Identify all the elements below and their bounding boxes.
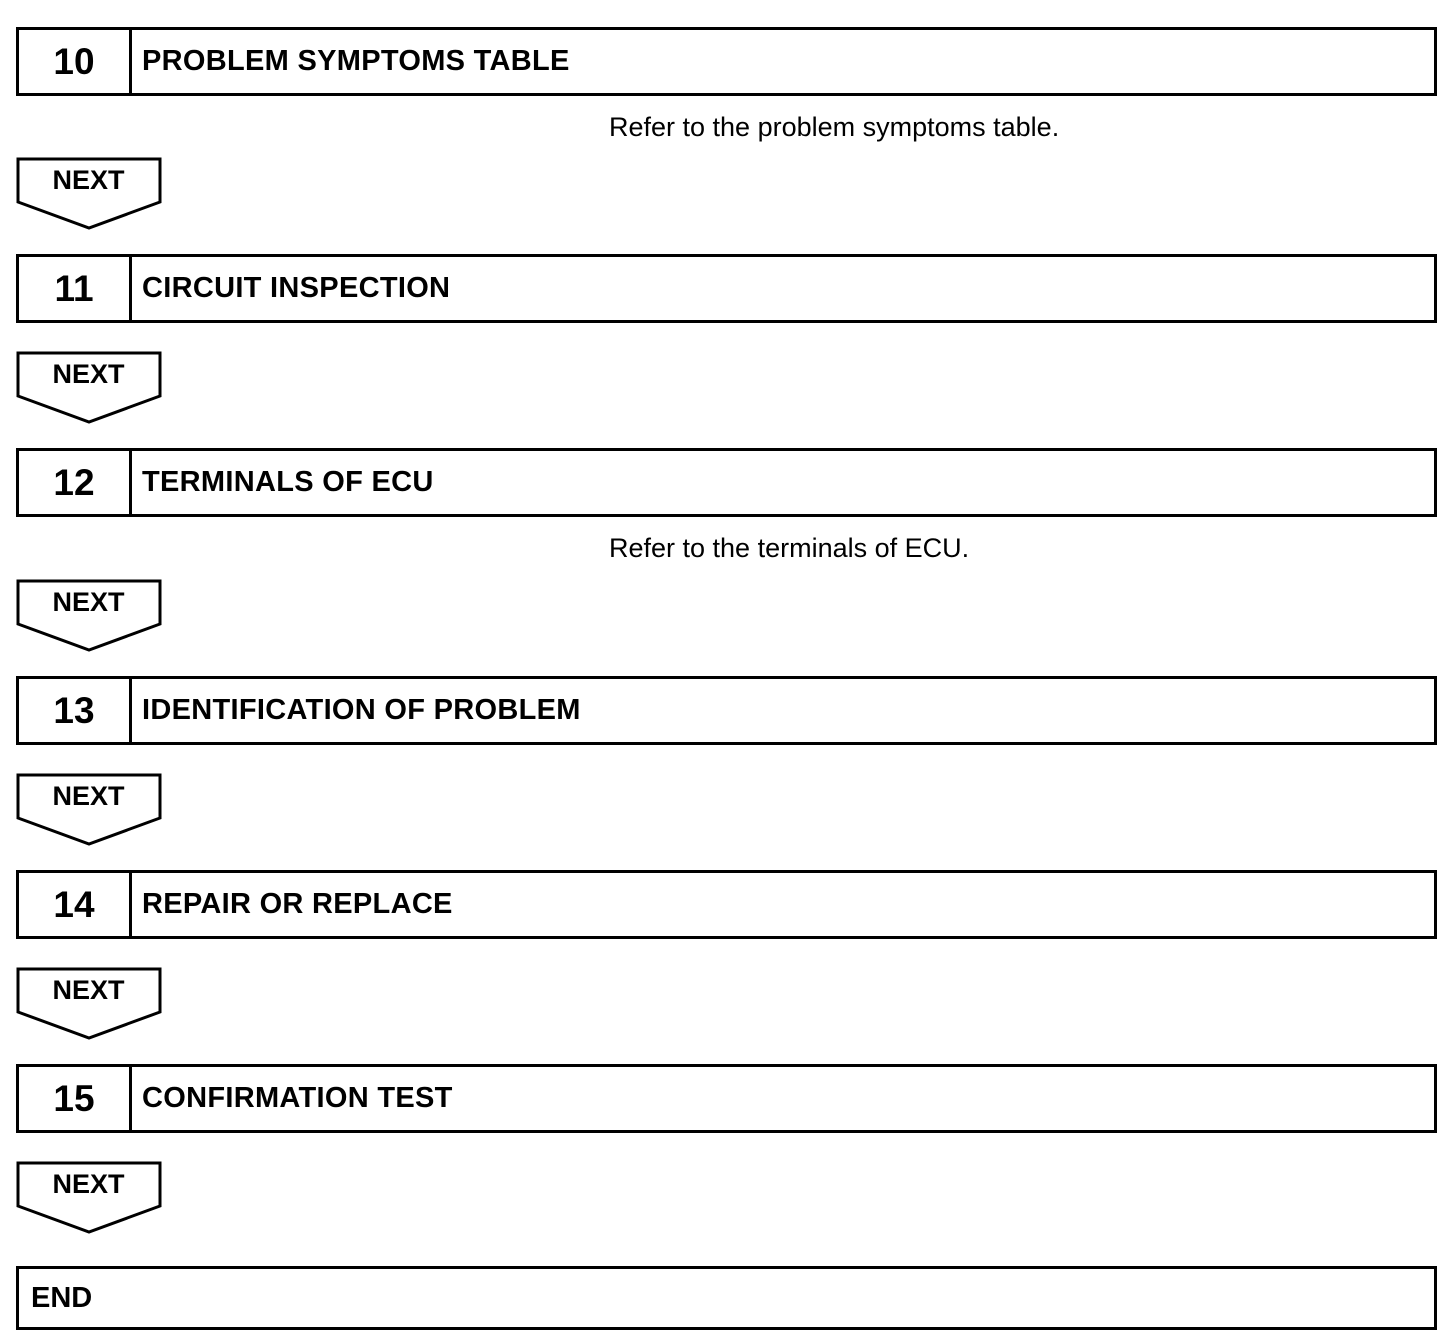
next-label: NEXT [52,359,125,389]
step-11-box [16,254,1437,323]
next-arrow-4 [16,773,164,847]
next-label: NEXT [52,587,125,617]
next-arrow-5 [16,967,164,1041]
step-14-box [16,870,1437,939]
step-number: 15 [19,1067,132,1130]
next-label: NEXT [52,165,125,195]
step-12-note: Refer to the terminals of ECU. [609,533,970,563]
step-title: TERMINALS OF ECU [142,466,434,498]
step-number: 12 [19,451,132,514]
step-title: REPAIR OR REPLACE [142,888,453,920]
next-arrow-6 [16,1161,164,1235]
step-title: IDENTIFICATION OF PROBLEM [142,694,581,726]
next-label: NEXT [52,1169,125,1199]
next-label: NEXT [52,781,125,811]
step-12-box [16,448,1437,517]
step-title: PROBLEM SYMPTOMS TABLE [142,45,570,77]
step-number: 14 [19,873,132,936]
end-box: END [16,1266,1437,1330]
step-13-box [16,676,1437,745]
next-arrow-3 [16,579,164,653]
step-number: 13 [19,679,132,742]
next-label: NEXT [52,975,125,1005]
step-10-note: Refer to the problem symptoms table. [609,112,1060,142]
step-title: CIRCUIT INSPECTION [142,272,451,304]
next-arrow-2 [16,351,164,425]
step-title: CONFIRMATION TEST [142,1082,453,1114]
step-15-box [16,1064,1437,1133]
next-arrow-1 [16,157,164,231]
step-number: 11 [19,257,132,320]
step-10-box [16,27,1437,96]
step-number: 10 [19,30,132,93]
